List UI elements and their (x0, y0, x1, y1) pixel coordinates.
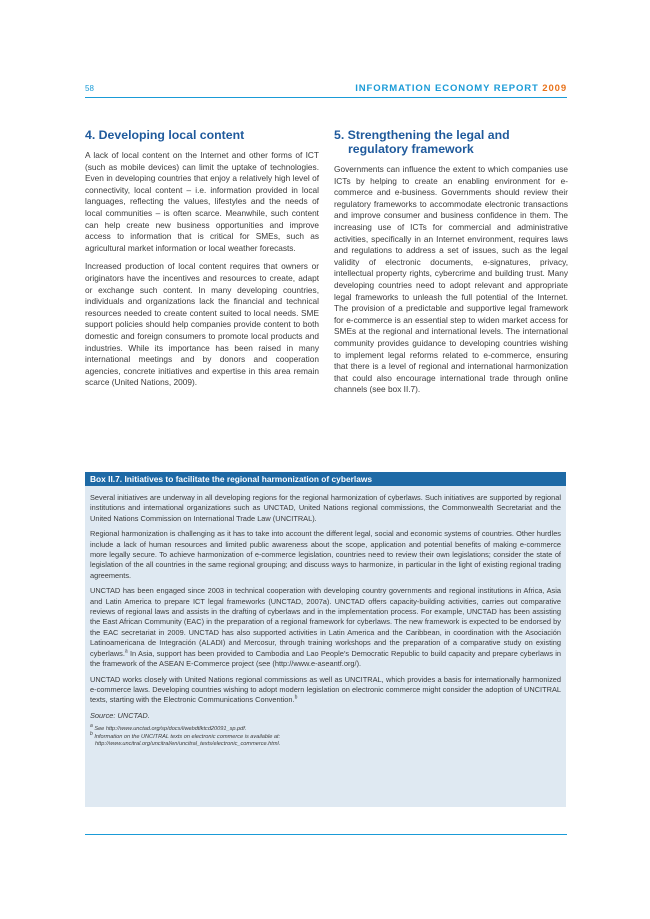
footnote-text: Information on the UNCITRAL texts on electronic commerce is available at: (92, 733, 281, 740)
paragraph: Governments can influence the extent to which companies use ICTs by helping to create an enabling environment for e-commerce and e-business. Governments should review their regulatory frameworks to accommodate electronic transactions and improve consumer and business confidence in them. The increasing use of ICTs for commercial and administrative activities, specifically in an Internet environment, requires laws and regulations to address a set of issues, such as the legal validity of electronic documents, e-signatures, privacy, intellectual property rights, cybercrime and building trust. Many developing countries need to adopt relevant and appropriate legal frameworks to unleash the full potential of the Internet. The provision of a predictable and supportive legal framework for e-commerce is an essential step to widen market access for SMEs at the regional and international levels. The international community provides guidance to developing countries wishing to implement legal reforms related to e-commerce, ensuring that there is a level of regional and international harmonization that could also encourage international trade through online channels (see box II.7). (334, 164, 568, 395)
footnote-b-url: http://www.uncitral.org/uncitral/en/uncitral_texts/electronic_commerce.html. (95, 741, 281, 748)
footnote-ref: b (294, 694, 298, 701)
footnote-a (90, 723, 561, 734)
footnote-b (90, 730, 561, 742)
footnote-ref: a (124, 648, 128, 655)
left-column (85, 128, 319, 396)
paragraph: A lack of local content on the Internet and other forms of ICT (such as mobile devices) can limit the uptake of technologies. Even in developing countries that enjoy a relatively high level of connectivity, local content – i.e. information provided in local languages, reflecting the values, lifestyles and the needs of local communities – is often scarce. Meanwhile, such content can help create new business opportunities and improve access to information that is critical for SMEs, such as agricultural market information or local weather forecasts. (85, 150, 319, 253)
page-number: 58 (85, 84, 94, 93)
section-title-line: regulatory framework (348, 142, 474, 156)
box-paragraph: Regional harmonization is challenging as it has to take into account the different legal, social and economic systems of countries. Other hurdles include a lack of human resources and limited public awareness about the scope, application and potential benefits of making e-commerce more legally secure. To achieve harmonization of e-commerce legislation, countries need to review their own legislations; consider the state of legislation of the all countries in the same regional grouping; and discuss ways to harmonize, in particular in the light of existing regional trading agreements. (90, 529, 561, 580)
report-year: 2009 (542, 83, 567, 94)
header-rule (85, 97, 567, 98)
section-title-legal-framework (334, 128, 568, 156)
paragraph: Increased production of local content requires that owners or originators have the incentives and resources to create, adapt or exchange such content. In many developing countries, individuals and organizations lack the financial and technical resources needed to create content suited to local needs. SME support policies should help companies provide content to both domestic and foreign consumers to promote local products and industries. While its importance has been raised in many international meetings and by donors and cooperation agencies, concrete initiatives and expertise in this area remain scarce (United Nations, 2009). (85, 261, 319, 388)
right-column (334, 128, 568, 403)
box-paragraph: Several initiatives are underway in all developing regions for the regional harmonization of cyberlaws. Such initiatives are supported by regional institutions and international organizations such as UNCTAD, United Nations regional commissions, the Commonwealth Secretariat and the United Nations Commission on International Trade Law (UNCITRAL). (90, 493, 561, 523)
box-ii7 (85, 472, 566, 807)
section-title-line: 5. Strengthening the legal and (334, 128, 510, 142)
section-title-local-content: 4. Developing local content (85, 128, 245, 142)
footer-rule (85, 834, 567, 835)
box-title: Box II.7. Initiatives to facilitate the regional harmonization of cyberlaws (85, 472, 566, 486)
box-body (85, 486, 566, 749)
box-text: In Asia, support has been provided to Cambodia and Lao People’s Democratic Republic to build capacity and prepare cyberlaws in the framework of the ASEAN E-Commerce project (see (http://www.e-aseantf.org/). (90, 648, 561, 669)
box-paragraph (90, 586, 561, 669)
box-source: Source: UNCTAD. (90, 710, 150, 720)
footnote-text: See http://www.unctad.org/sp/docs/iiwebdtlktcd20091_sp.pdf. (92, 726, 247, 733)
footnote-mark: a (90, 723, 93, 730)
report-title: INFORMATION ECONOMY REPORT (355, 83, 539, 94)
box-text: UNCTAD has been engaged since 2003 in technical cooperation with developing country governments and regional institutions in Africa, Asia and Latin America to prepare ICT legal frameworks (UNCTAD, 2007a). UNCTAD offers capacity-building activities, carries out comparative reviews of regional laws and assists in the drafting of cyberlaws and in the implementation process. For example, UNCTAD has been assisting the East African Community (EAC) in the preparation of a regional framework for cyberlaws. The new framework is expected to be endorsed by the EAC secretariat in 2009. UNCTAD has also supported activities in Latin America and the Caribbean, in coordination with the Asociación Latinoamericana de Integración (ALADI) and Mercosur, through training workshops and the preparation of a comparative study on existing cyberlaws. (90, 586, 561, 658)
running-header (355, 83, 567, 94)
box-text: UNCTAD works closely with United Nations regional commissions as well as UNCITRAL, which provides a basis for internationally harmonized e-commerce laws. Developing countries wishing to adopt modern legislation on electronic commerce might consider the adoption of UNCITRAL texts, starting with the Electronic Communications Convention. (90, 674, 561, 705)
footnote-mark: b (90, 730, 93, 737)
box-paragraph (90, 675, 561, 706)
